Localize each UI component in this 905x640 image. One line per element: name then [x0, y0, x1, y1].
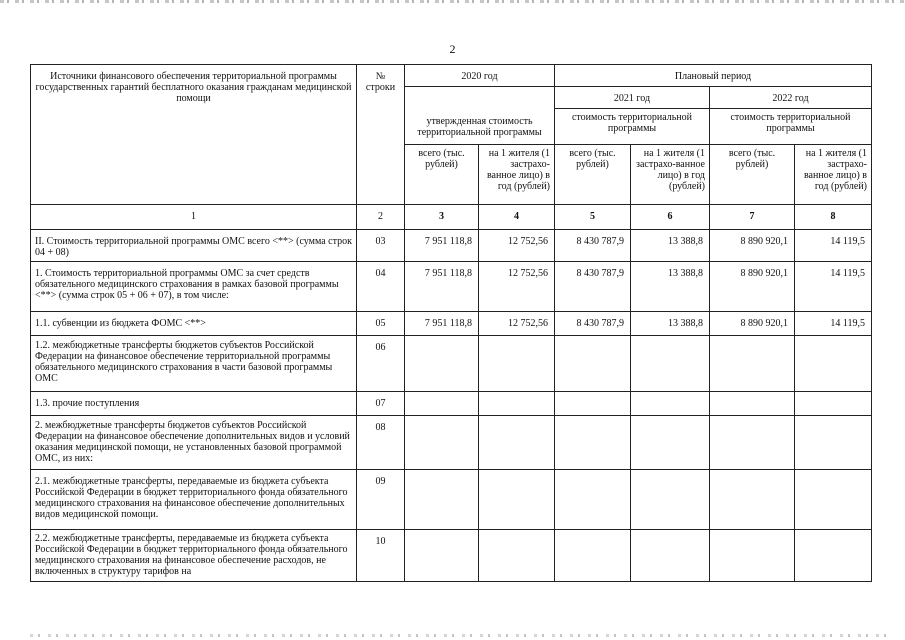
table-row	[31, 312, 872, 336]
cell-2021-per-person: 13 388,8	[631, 312, 710, 336]
cell-2022-per-person	[795, 470, 872, 530]
cell-2022-per-person	[795, 416, 872, 470]
column-number: 5	[555, 205, 631, 230]
row-label: 2.2. межбюджетные трансферты, передаваемые из бюджета субъекта Российской Федерации в бюджет территориального фонда обязательного медицинского страхования на финансовое обеспечение расходов, не включенных в структуру тарифов на	[31, 530, 357, 582]
table-row	[31, 416, 872, 470]
header-planned-period: Плановый период	[555, 65, 872, 87]
cell-2020-per-person	[479, 392, 555, 416]
cell-2021-total	[555, 336, 631, 392]
header-per-person-2022: на 1 жителя (1 застрахо-ванное лицо) в год (рублей)	[795, 145, 872, 205]
cell-2020-total: 7 951 118,8	[405, 262, 479, 312]
header-row-number: № строки	[357, 65, 405, 205]
cell-2022-total	[710, 336, 795, 392]
scan-artifact-bottom	[30, 634, 890, 637]
cell-2020-per-person: 12 752,56	[479, 230, 555, 262]
column-number: 2	[357, 205, 405, 230]
column-number: 6	[631, 205, 710, 230]
cell-2020-total: 7 951 118,8	[405, 230, 479, 262]
table-row	[31, 262, 872, 312]
cell-2021-per-person	[631, 530, 710, 582]
row-code: 06	[357, 336, 405, 392]
cell-2021-per-person	[631, 336, 710, 392]
scan-artifact-top	[0, 0, 905, 3]
page-number: 2	[449, 42, 456, 56]
row-label: 2.1. межбюджетные трансферты, передаваемые из бюджета субъекта Российской Федерации в бюджет территориального фонда обязательного медицинского страхования на финансовое обеспечение дополнительных видов медицинской помощи.	[31, 470, 357, 530]
cell-2021-total	[555, 392, 631, 416]
row-code: 09	[357, 470, 405, 530]
row-code: 03	[357, 230, 405, 262]
header-per-person-2020: на 1 жителя (1 застрахо-ванное лицо) в год (рублей)	[479, 145, 555, 205]
header-approved-cost: утвержденная стоимость территориальной программы	[405, 87, 555, 145]
cell-2020-per-person	[479, 530, 555, 582]
cell-2021-total	[555, 530, 631, 582]
column-number: 3	[405, 205, 479, 230]
cell-2021-per-person	[631, 392, 710, 416]
row-label: II. Стоимость территориальной программы ОМС всего <**> (сумма строк 04 + 08)	[31, 230, 357, 262]
table-row	[31, 470, 872, 530]
cell-2020-total	[405, 530, 479, 582]
header-total-2021: всего (тыс. рублей)	[555, 145, 631, 205]
cell-2020-total	[405, 470, 479, 530]
cell-2022-total: 8 890 920,1	[710, 312, 795, 336]
cell-2022-total	[710, 470, 795, 530]
column-number: 4	[479, 205, 555, 230]
cell-2021-total: 8 430 787,9	[555, 312, 631, 336]
row-label: 2. межбюджетные трансферты бюджетов субъектов Российской Федерации на финансовое обеспечение дополнительных видов и условий оказания медицинской помощи, не установленных базовой программой ОМС, из них:	[31, 416, 357, 470]
cell-2020-total: 7 951 118,8	[405, 312, 479, 336]
table-row	[31, 530, 872, 582]
cell-2021-total	[555, 416, 631, 470]
header-cost-2022: стоимость территориальной программы	[710, 109, 872, 145]
cell-2021-total	[555, 470, 631, 530]
cell-2020-per-person: 12 752,56	[479, 262, 555, 312]
row-code: 08	[357, 416, 405, 470]
header-cost-2021: стоимость территориальной программы	[555, 109, 710, 145]
cell-2022-per-person	[795, 336, 872, 392]
header-per-person-2021: на 1 жителя (1 застрахо-ванное лицо) в год (рублей)	[631, 145, 710, 205]
header-total-2020: всего (тыс. рублей)	[405, 145, 479, 205]
column-number: 1	[31, 205, 357, 230]
header-year-2022: 2022 год	[710, 87, 872, 109]
row-code: 07	[357, 392, 405, 416]
row-code: 04	[357, 262, 405, 312]
cell-2022-total	[710, 392, 795, 416]
row-label: 1.2. межбюджетные трансферты бюджетов субъектов Российской Федерации на финансовое обеспечение территориальной программы обязательного медицинского страхования в части базовой программы ОМС	[31, 336, 357, 392]
row-code: 05	[357, 312, 405, 336]
table-row	[31, 230, 872, 262]
cell-2022-total: 8 890 920,1	[710, 230, 795, 262]
cell-2020-total	[405, 392, 479, 416]
cell-2020-per-person	[479, 336, 555, 392]
header-total-2022: всего (тыс. рублей)	[710, 145, 795, 205]
cell-2021-per-person: 13 388,8	[631, 262, 710, 312]
cell-2022-per-person	[795, 392, 872, 416]
row-label: 1. Стоимость территориальной программы ОМС за счет средств обязательного медицинского страхования в рамках базовой программы <**> (сумма строк 05 + 06 + 07), в том числе:	[31, 262, 357, 312]
cell-2022-total	[710, 416, 795, 470]
cell-2021-total: 8 430 787,9	[555, 262, 631, 312]
cell-2021-per-person: 13 388,8	[631, 230, 710, 262]
header-year-2021: 2021 год	[555, 87, 710, 109]
row-label: 1.1. субвенции из бюджета ФОМС <**>	[31, 312, 357, 336]
column-number: 8	[795, 205, 872, 230]
column-number: 7	[710, 205, 795, 230]
cell-2022-per-person	[795, 530, 872, 582]
cell-2022-per-person: 14 119,5	[795, 262, 872, 312]
row-label: 1.3. прочие поступления	[31, 392, 357, 416]
cell-2020-per-person	[479, 416, 555, 470]
cell-2022-per-person: 14 119,5	[795, 230, 872, 262]
cell-2022-total: 8 890 920,1	[710, 262, 795, 312]
financing-table	[30, 64, 872, 582]
table-row	[31, 336, 872, 392]
column-number-row	[31, 205, 872, 230]
cell-2021-total: 8 430 787,9	[555, 230, 631, 262]
cell-2021-per-person	[631, 416, 710, 470]
header-source: Источники финансового обеспечения территориальной программы государственных гарантий бесплатного оказания гражданам медицинской помощи	[31, 65, 357, 205]
header-row-1	[31, 65, 872, 87]
table-row	[31, 392, 872, 416]
cell-2021-per-person	[631, 470, 710, 530]
cell-2020-total	[405, 416, 479, 470]
cell-2022-per-person: 14 119,5	[795, 312, 872, 336]
cell-2022-total	[710, 530, 795, 582]
cell-2020-per-person	[479, 470, 555, 530]
header-year-2020: 2020 год	[405, 65, 555, 87]
cell-2020-total	[405, 336, 479, 392]
row-code: 10	[357, 530, 405, 582]
cell-2020-per-person: 12 752,56	[479, 312, 555, 336]
